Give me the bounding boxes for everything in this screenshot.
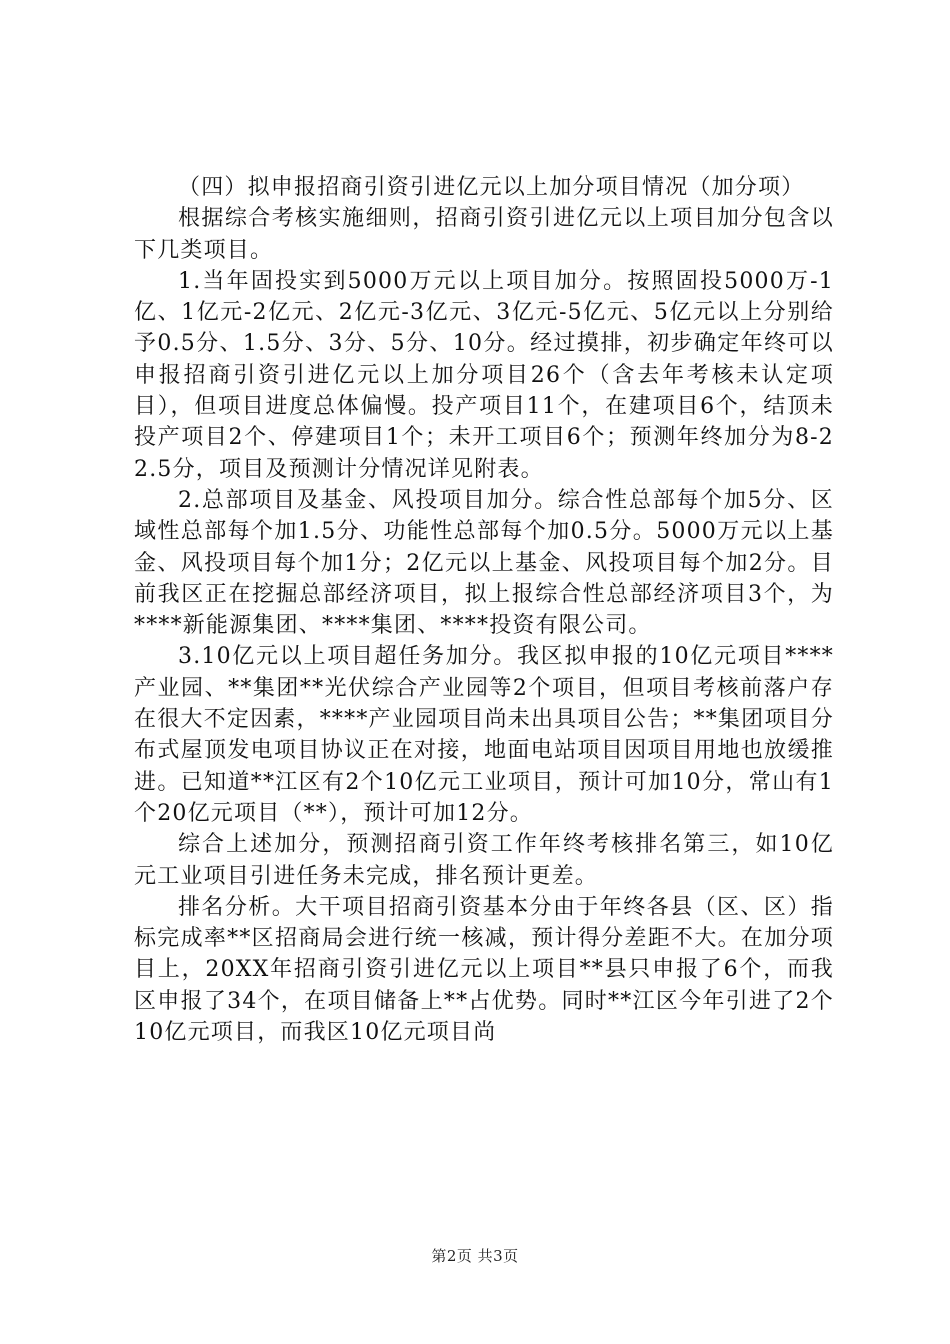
ranking-analysis-paragraph: 排名分析。大干项目招商引资基本分由于年终各县（区、区）指标完成率**区招商局会进行统一核减，预计得分差距不大。在加分项目上，20XX年招商引资引进亿元以上项目**县只申报了6个，而我区申报了34个，在项目储备上**占优势。同时**江区今年引进了2个10亿元项目，而我区10亿元项目尚	[134, 894, 834, 1046]
document-body	[134, 172, 834, 1048]
summary-paragraph: 综合上述加分，预测招商引资工作年终考核排名第三，如10亿元工业项目引进任务未完成，排名预计更差。	[134, 832, 834, 889]
section-heading-paragraph: （四）拟申报招商引资引进亿元以上加分项目情况（加分项）	[178, 175, 805, 200]
item-3-paragraph: 3.10亿元以上项目超任务加分。我区拟申报的10亿元项目****产业园、**集团**光伏综合产业园等2个项目，但项目考核前落户存在很大不定因素，****产业园项目尚未出具项目公告；**集团项目分布式屋顶发电项目协议正在对接，地面电站项目因项目用地也放缓推进。已知道**江区有2个10亿元工业项目，预计可加10分，常山有1个20亿元项目（**），预计可加12分。	[134, 644, 834, 826]
intro-paragraph: 根据综合考核实施细则，招商引资引进亿元以上项目加分包含以下几类项目。	[134, 206, 834, 263]
item-2-paragraph: 2.总部项目及基金、风投项目加分。综合性总部每个加5分、区域性总部每个加1.5分、功能性总部每个加0.5分。5000万元以上基金、风投项目每个加1分；2亿元以上基金、风投项目每个加2分。目前我区正在挖掘总部经济项目，拟上报综合性总部经济项目3个，为****新能源集团、****集团、****投资有限公司。	[134, 487, 834, 639]
item-1-paragraph: 1.当年固投实到5000万元以上项目加分。按照固投5000万-1亿、1亿元-2亿元、2亿元-3亿元、3亿元-5亿元、5亿元以上分别给予0.5分、1.5分、3分、5分、10分。经过摸排，初步确定年终可以申报招商引资引进亿元以上加分项目26个（含去年考核未认定项目），但项目进度总体偏慢。投产项目11个，在建项目6个，结顶未投产项目2个、停建项目1个；未开工项目6个；预测年终加分为8-22.5分，项目及预测计分情况详见附表。	[134, 268, 834, 482]
page-number-footer: 第2页 共3页	[431, 1247, 519, 1265]
